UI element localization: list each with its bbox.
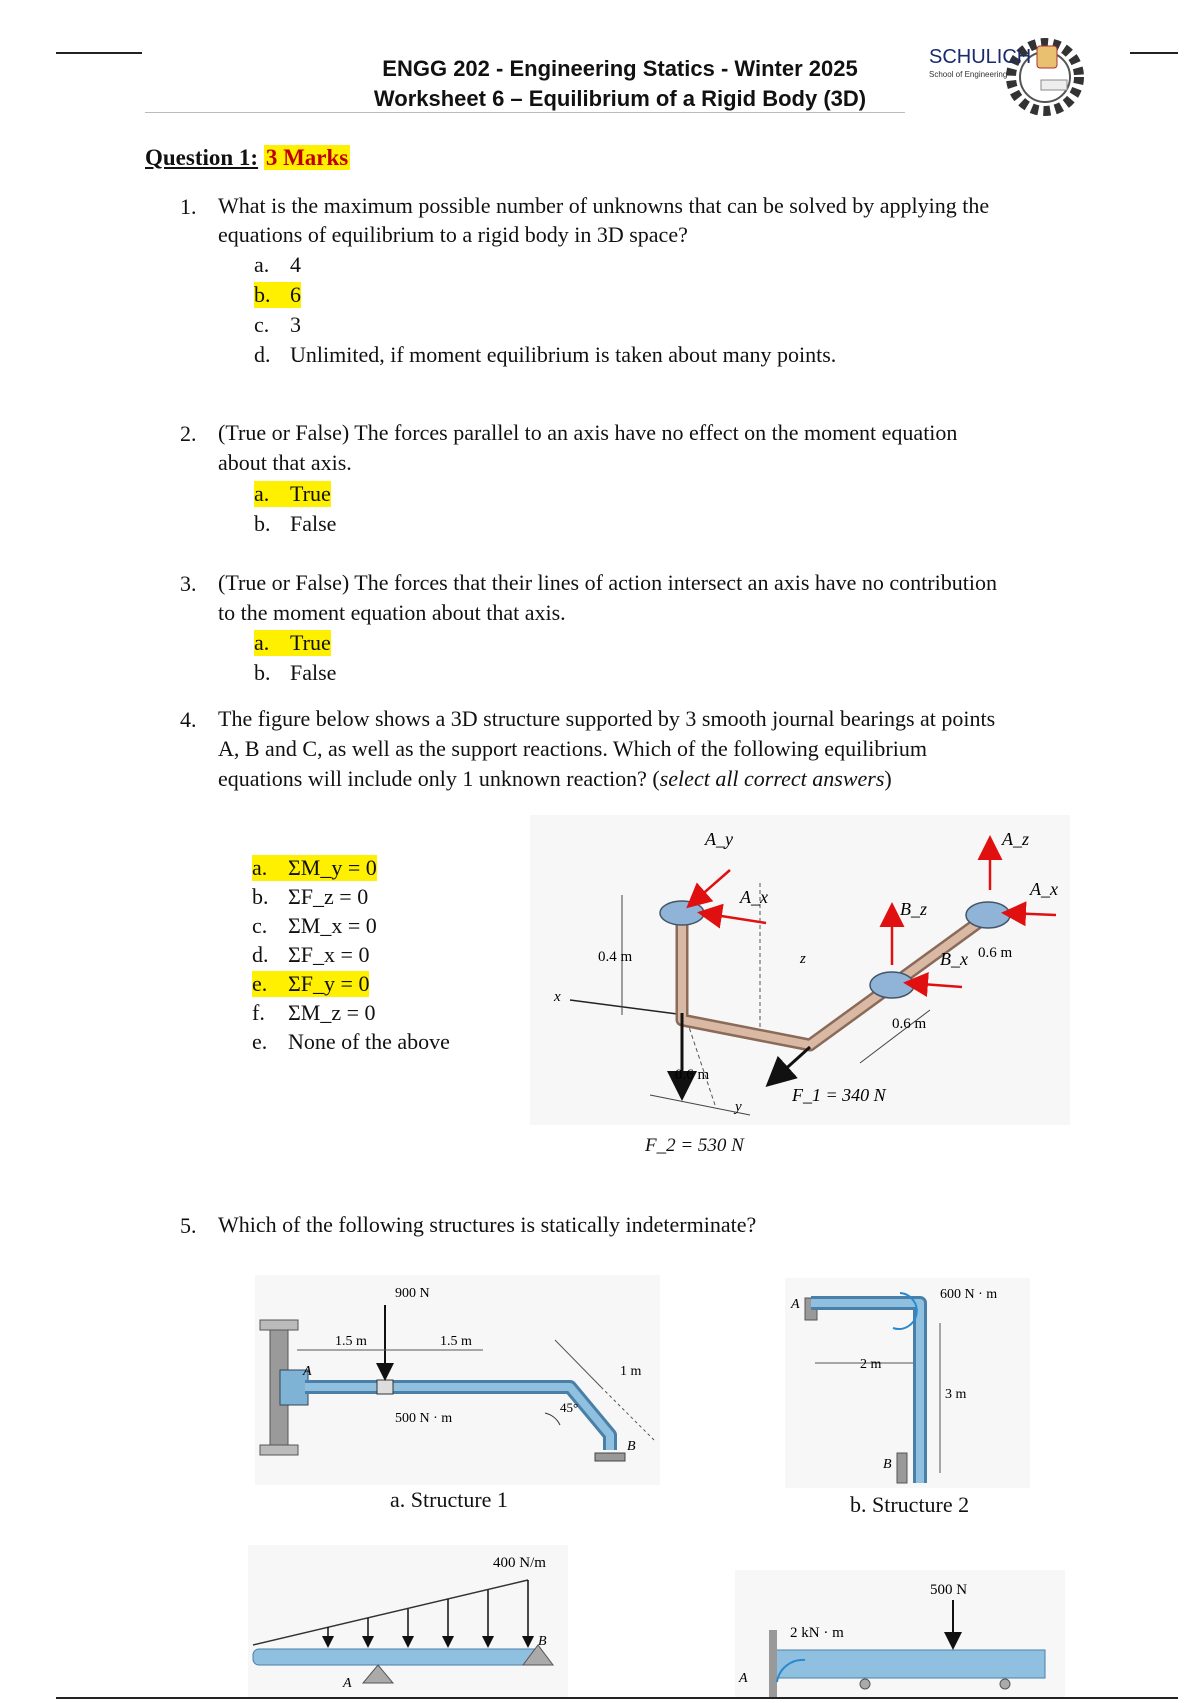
item-4-option-e[interactable] (252, 971, 369, 997)
option-text: False (290, 511, 337, 536)
s1-dim3: 1 m (620, 1364, 642, 1379)
option-text: None of the above (288, 1029, 450, 1054)
label-Az: A_z (1002, 829, 1029, 849)
item-1-line1: What is the maximum possible number of unknowns that can be solved by applying the (218, 193, 990, 218)
s1-label-A: A (303, 1364, 312, 1379)
label-Ay: A_y (705, 829, 733, 849)
label-axis-x: x (554, 989, 561, 1005)
header-rule-left (56, 52, 142, 54)
s4-load: 500 N (930, 1582, 968, 1598)
question-label: Question 1: (145, 145, 259, 170)
item-2-line2: about that axis. (218, 450, 352, 475)
s3-load: 400 N/m (493, 1555, 546, 1571)
s1-dim2: 1.5 m (440, 1334, 472, 1349)
option-letter: a. (254, 630, 270, 655)
item-1-option-c[interactable] (254, 312, 301, 338)
item-4-option-f[interactable] (252, 1000, 376, 1026)
option-text: False (290, 660, 337, 685)
item-3-number: 3. (180, 571, 197, 596)
structure-2-caption: b. Structure 2 (850, 1492, 970, 1517)
label-dim-06c: 0.6 m (978, 945, 1013, 961)
option-letter: e. (252, 971, 268, 996)
s4-moment: 2 kN · m (790, 1625, 844, 1641)
item-3-option-b[interactable] (254, 660, 336, 686)
option-text: Unlimited, if moment equilibrium is taken about many points. (290, 342, 837, 367)
item-2-option-b[interactable] (254, 511, 336, 537)
s3-label-B: B (538, 1634, 547, 1649)
item-4-option-d[interactable] (252, 942, 369, 968)
item-4-option-g[interactable] (252, 1029, 450, 1055)
option-letter: b. (252, 884, 269, 909)
question-title (145, 145, 350, 171)
option-text: 3 (290, 312, 301, 337)
item-4-option-b[interactable] (252, 884, 368, 910)
option-letter: c. (254, 312, 270, 337)
s2-label-B: B (883, 1457, 892, 1472)
option-letter: b. (254, 660, 271, 685)
figure-structure-1 (255, 1275, 660, 1485)
item-4-number: 4. (180, 707, 197, 732)
item-4-line2: A, B and C, as well as the support reactions. Which of the following equilibrium (218, 736, 927, 761)
label-Ax-right: A_x (1030, 879, 1058, 899)
option-letter: c. (252, 913, 268, 938)
header-underline (145, 112, 905, 113)
label-dim-06b: 0.6 m (892, 1016, 927, 1032)
option-text: ΣM_x = 0 (288, 913, 377, 938)
item-4-line3-c: ) (884, 766, 892, 791)
item-4-line1: The figure below shows a 3D structure supported by 3 smooth journal bearings at points (218, 706, 996, 731)
option-letter: f. (252, 1000, 265, 1025)
s2-dim2: 3 m (945, 1387, 967, 1402)
s2-moment: 600 N · m (940, 1287, 998, 1302)
s2-dim1: 2 m (860, 1357, 882, 1372)
s1-angle: 45° (560, 1400, 579, 1415)
figure-structure-4 (735, 1570, 1065, 1698)
s2-label-A: A (791, 1297, 800, 1312)
item-2-line1: (True or False) The forces parallel to an axis have no effect on the moment equation (218, 420, 958, 445)
item-1-number: 1. (180, 194, 197, 219)
option-text: 6 (290, 282, 301, 307)
label-Ax-left: A_x (740, 887, 768, 907)
item-2-number: 2. (180, 421, 197, 446)
label-Bz: B_z (900, 899, 927, 919)
item-5-number: 5. (180, 1213, 197, 1238)
s1-moment: 500 N · m (395, 1411, 453, 1426)
s1-dim1: 1.5 m (335, 1334, 367, 1349)
option-letter: e. (252, 1029, 268, 1054)
schulich-logo (925, 32, 1115, 122)
item-1-option-a[interactable] (254, 252, 301, 278)
option-text: True (290, 630, 331, 655)
option-letter: a. (254, 252, 270, 277)
s3-label-A: A (343, 1676, 352, 1691)
item-1-option-d[interactable] (254, 342, 836, 368)
option-letter: d. (254, 342, 271, 367)
page-bottom-rule (56, 1697, 1178, 1699)
item-5-line1: Which of the following structures is statically indeterminate? (218, 1212, 757, 1237)
label-axis-z: z (800, 951, 806, 967)
item-4-option-c[interactable] (252, 913, 377, 939)
s1-label-B: B (627, 1439, 636, 1454)
figure-structure-2 (785, 1278, 1030, 1488)
option-text: ΣF_z = 0 (288, 884, 369, 909)
label-axis-y: y (735, 1099, 742, 1115)
item-1-option-b[interactable] (254, 282, 301, 308)
label-F1: F_1 = 340 N (792, 1085, 886, 1105)
worksheet-title: Worksheet 6 – Equilibrium of a Rigid Body (3D) (373, 86, 867, 111)
label-F2: F_2 = 530 N (645, 1135, 744, 1156)
item-3-line1: (True or False) The forces that their lines of action intersect an axis have no contribution (218, 570, 997, 595)
option-text: True (290, 481, 331, 506)
course-title: ENGG 202 - Engineering Statics - Winter 2025 (382, 56, 858, 81)
s1-load: 900 N (395, 1286, 430, 1301)
option-letter: a. (254, 481, 270, 506)
structure-1-caption: a. Structure 1 (390, 1487, 508, 1512)
option-letter: a. (252, 855, 268, 880)
logo-text: SCHULICH (929, 46, 1032, 68)
item-3-line2: to the moment equation about that axis. (218, 600, 566, 625)
figure-3d-structure (530, 815, 1070, 1125)
item-4-line3-b: select all correct answers (659, 766, 885, 791)
item-2-option-a[interactable] (254, 481, 331, 507)
option-letter: d. (252, 942, 269, 967)
option-text: ΣM_z = 0 (288, 1000, 376, 1025)
logo-subtext: School of Engineering (929, 70, 1008, 79)
question-marks: 3 Marks (265, 145, 349, 170)
item-4-line3 (218, 764, 892, 794)
option-text: ΣF_y = 0 (288, 971, 370, 996)
item-3-option-a[interactable] (254, 630, 331, 656)
label-Bx: B_x (940, 949, 968, 969)
option-letter: b. (254, 282, 271, 307)
option-text: ΣF_x = 0 (288, 942, 370, 967)
item-4-option-a[interactable] (252, 855, 377, 881)
label-dim-04: 0.4 m (598, 949, 633, 965)
item-4-line3-a: equations will include only 1 unknown reaction? ( (218, 766, 660, 791)
option-text: 4 (290, 252, 301, 277)
s4-label-A: A (739, 1671, 748, 1686)
label-dim-06a: 0.6 m (675, 1067, 710, 1083)
figure-structure-3 (248, 1545, 568, 1698)
option-text: ΣM_y = 0 (288, 855, 377, 880)
item-1-line2: equations of equilibrium to a rigid body in 3D space? (218, 222, 688, 247)
option-letter: b. (254, 511, 271, 536)
header-rule-right (1130, 52, 1178, 54)
